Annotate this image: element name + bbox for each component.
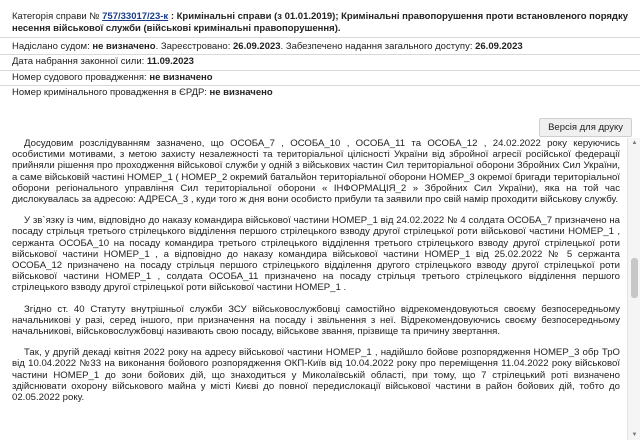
spacer	[0, 100, 640, 116]
registered-label: . Зареєстровано:	[155, 41, 231, 52]
proceeding-value: не визначено	[149, 72, 213, 83]
erdr-label: Номер кримінального провадження в ЄРДР:	[12, 87, 207, 98]
document-paragraph: Досудовим розслідуванням зазначено, що ОСОБА_7 , ОСОБА_10 , ОСОБА_11 та ОСОБА_12 , 24.02.2022 року керуючись особистими мотивами, з метою захисту незалежності та територіальної цілісності України від збройної агресії російської федерації прийняли рішення про проходження військової служби у одній з військових частин Сил територіальної оборони Збройних Сил України, а саме військовій частині НОМЕР_1 ( НОМЕР_2 окремий батальйон територіальної оборони НОМЕР_3 окремої бригади територіальної оборони регіонального управління Сил територіальної оборони « ІНФОРМАЦІЯ_2 » Збройних Сил України), яка на той час дислокувалась за адресою: АДРЕСА_3 , куди того ж дня вони особисто прибули та заявили про свій намір проходити військову службу.	[12, 138, 620, 206]
print-version-button[interactable]: Версія для друку	[539, 118, 632, 137]
case-category-row	[0, 11, 628, 35]
court-sent-value: не визначено	[92, 41, 156, 52]
effective-date-row	[0, 56, 628, 68]
divider	[0, 85, 640, 86]
access-value: 26.09.2023	[475, 41, 523, 52]
proceeding-number-row	[0, 72, 628, 84]
document-paragraph: Так, у другій декаді квітня 2022 року на адресу військової частини НОМЕР_1 , надійшло бойове розпорядження НОМЕР_3 обр ТрО від 10.04.2022 №33 на виконання бойового розпорядження ОКП-Київ від 10.04.2022 року про переміщення 11.04.2022 року військової частини НОМЕР_1 до зони бойових дій, що знаходиться у Миколаївській області, при тому, що 7 стрілецький роті визначено здійснювати охорону військового майна у місті Києві до повної передислокації військової частини в район бойових дій, тобто до 02.05.2022 року.	[12, 347, 620, 404]
category-text: : Кримінальні справи (з 01.01.2019); Кримінальні правопорушення проти встановленого порядку несення військової служби (військові кримінальні правопорушення).	[12, 11, 629, 34]
erdr-number-row	[0, 87, 628, 99]
divider	[0, 37, 640, 38]
document-toolbar	[0, 116, 640, 136]
vertical-scrollbar[interactable]	[627, 138, 640, 440]
scrollbar-thumb[interactable]	[631, 258, 638, 298]
proceeding-label: Номер судового провадження:	[12, 72, 147, 83]
scroll-up-arrow-icon[interactable]: ▲	[631, 140, 638, 146]
access-label: . Забезпечено надання загального доступу:	[280, 41, 473, 52]
erdr-value: не визначено	[209, 87, 273, 98]
document-paragraph: У зв`язку із чим, відповідно до наказу командира військової частини НОМЕР_1 від 24.02.2022 № 4 солдата ОСОБА_7 призначено на посаду стрільця третього стрілецького відділення першого стрілецького взводу другої стрілецької роти військової частини НОМЕР_1 , сержанта ОСОБА_10 на посаду командира третього стрілецького відділення третього стрілецького взводу другої стрілецької роти військової частини НОМЕР_1 , а відповідно до наказу командира військової частини НОМЕР_1 від 25.02.2022 № 5 сержанта ОСОБА_12 призначено на посаду стрільця першого стрілецького відділення другого стрілецького взводу другої стрілецької роти військової частини НОМЕР_1 , солдата ОСОБА_11 призначено на посаду стрільця третього стрілецького відділення першого стрілецького взводу другої стрілецької роти військової частини НОМЕР_1 .	[12, 215, 620, 294]
divider	[0, 54, 640, 55]
scroll-down-arrow-icon[interactable]: ▼	[631, 432, 638, 438]
registered-value: 26.09.2023	[233, 41, 281, 52]
case-metadata-panel	[0, 0, 640, 100]
category-label: Категорія справи №	[12, 11, 100, 22]
court-sent-label: Надіслано судом:	[12, 41, 90, 52]
effective-label: Дата набрання законної сили:	[12, 56, 145, 67]
effective-value: 11.09.2023	[146, 56, 194, 67]
document-paragraph: Згідно ст. 40 Статуту внутрішньої служби ЗСУ військовослужбовці самостійно відрекомендовуються своєму безпосередньому начальникові у разі, серед іншого, при призначення на посаду і звільнення з неї. Відрекомендовуючись своєму безпосередньому начальникові, військовослужбовці називають свою посаду, військове звання, прізвище та причину звертання.	[12, 303, 620, 338]
case-number-link[interactable]: 757/33017/23-к	[102, 11, 169, 22]
court-dates-row	[0, 41, 628, 53]
document-text	[0, 138, 628, 440]
divider	[0, 70, 640, 71]
